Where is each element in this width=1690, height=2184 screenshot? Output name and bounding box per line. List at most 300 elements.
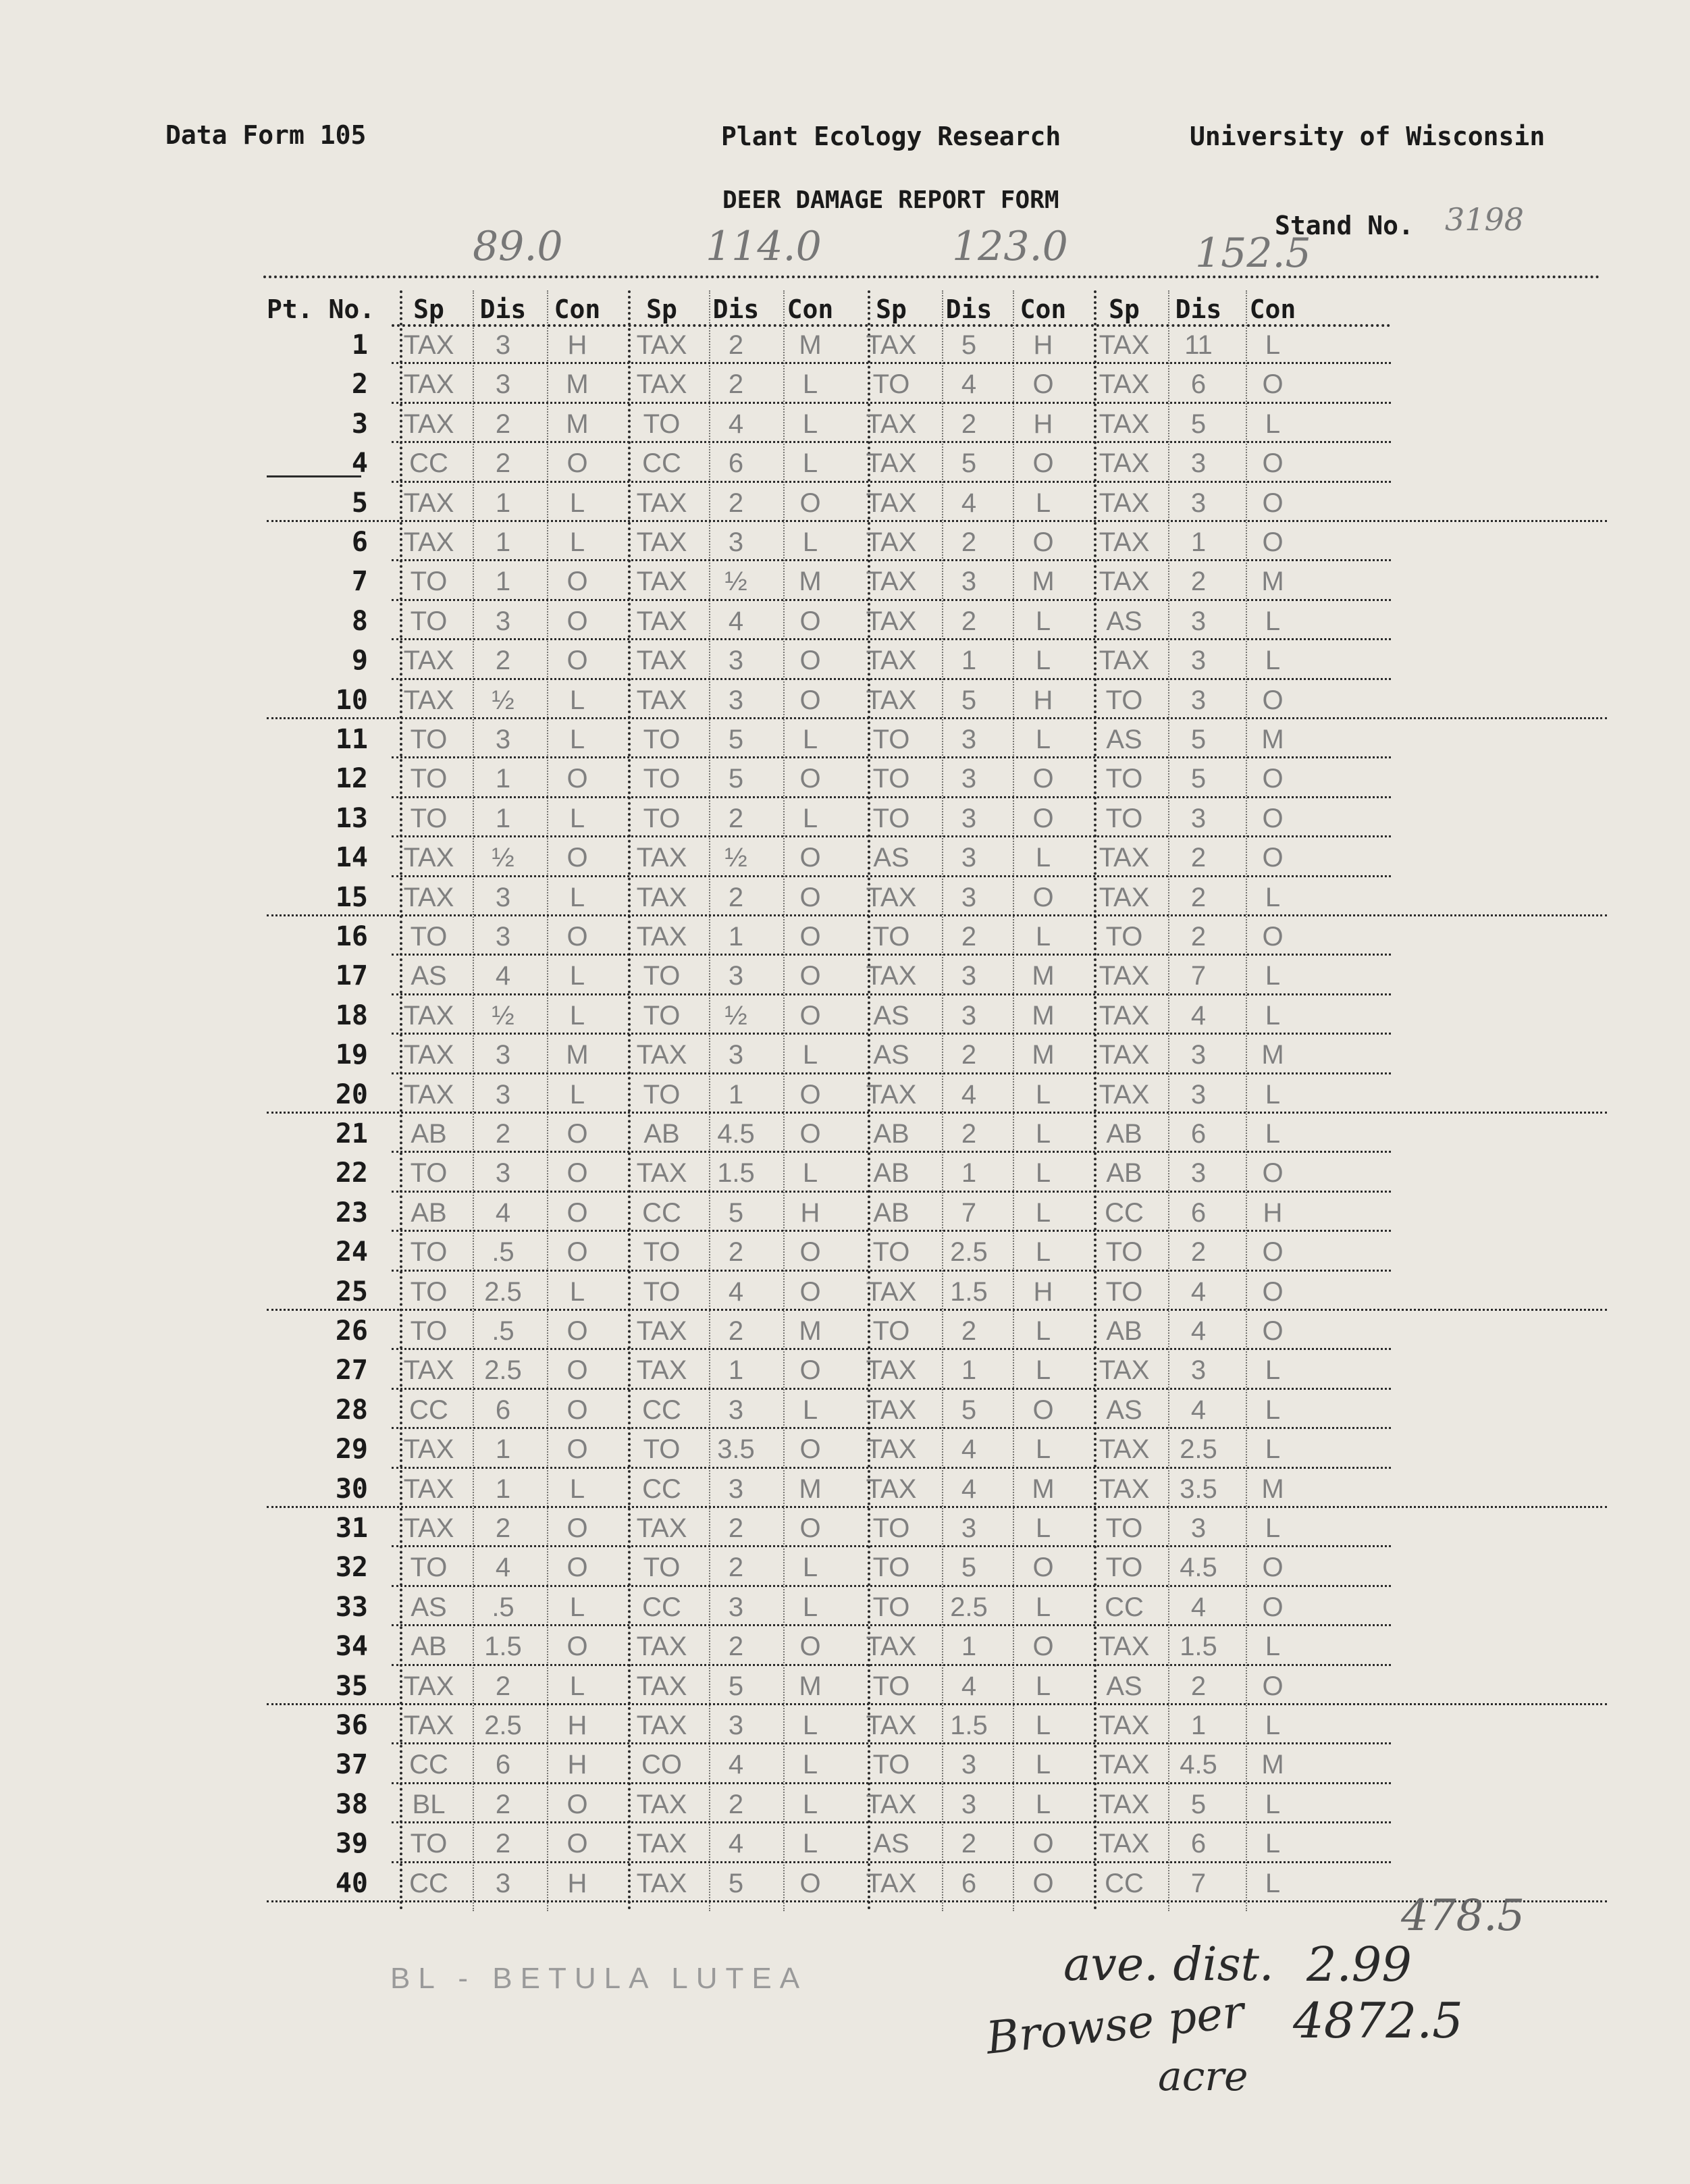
cell-dis: 2 — [961, 1040, 977, 1070]
cell-con: O — [799, 764, 821, 794]
row-4-margin-dash — [267, 475, 361, 477]
cell-sp: TO — [410, 725, 448, 754]
cell-dis: 4 — [1190, 1000, 1207, 1031]
cell-sp: TO — [872, 803, 910, 833]
cell-con: L — [569, 1474, 585, 1504]
cell-con: O — [1032, 1553, 1054, 1583]
cell-con: O — [566, 1158, 588, 1189]
cell-con: M — [566, 1040, 589, 1070]
cell-dis: 5 — [961, 448, 977, 479]
cell-sp: CC — [642, 1395, 681, 1425]
cell-sp: TAX — [403, 1474, 454, 1504]
cell-sp: AS — [873, 1829, 909, 1859]
cell-sp: TAX — [403, 1355, 454, 1386]
cell-sp: TAX — [403, 1040, 454, 1070]
cell-dis: 2 — [961, 409, 977, 439]
cell-con: O — [799, 488, 821, 518]
cell-sp: TO — [872, 764, 910, 794]
cell-sp: TO — [410, 606, 448, 636]
cell-con: O — [1032, 527, 1054, 557]
point-number: 35 — [335, 1670, 368, 1702]
cell-con: O — [1262, 764, 1284, 794]
cell-con: L — [1035, 1355, 1051, 1386]
cell-con: O — [566, 1513, 588, 1543]
cell-dis: 3 — [495, 882, 511, 912]
cell-dis: 2 — [1190, 922, 1207, 952]
cell-dis: 3 — [1190, 488, 1207, 518]
cell-con: L — [802, 369, 818, 400]
cell-sp: TO — [1105, 1237, 1143, 1268]
cell-con: O — [566, 1237, 588, 1268]
cell-sp: TO — [872, 1671, 910, 1701]
cell-sp: AB — [873, 1119, 909, 1149]
cell-con: M — [1032, 961, 1055, 991]
cell-sp: CC — [642, 1592, 681, 1622]
cell-con: L — [802, 1829, 818, 1859]
cell-sp: TAX — [866, 330, 917, 360]
cell-dis: 3 — [961, 803, 977, 833]
point-number: 40 — [335, 1867, 368, 1899]
point-number: 33 — [335, 1591, 368, 1623]
cell-con: H — [1033, 409, 1053, 439]
cell-sp: TAX — [1099, 843, 1150, 873]
cell-con: O — [1032, 882, 1054, 912]
row-rule — [392, 481, 1391, 483]
point-number: 6 — [351, 527, 368, 558]
cell-con: O — [799, 1513, 821, 1543]
cell-con: L — [1265, 330, 1281, 360]
cell-dis: 6 — [495, 1750, 511, 1780]
cell-sp: TAX — [636, 685, 687, 715]
cell-dis: 2 — [1190, 567, 1207, 597]
cell-sp: TO — [410, 1237, 448, 1268]
cell-dis: 1 — [495, 527, 511, 557]
cell-con: O — [566, 1355, 588, 1386]
cell-dis: 2 — [495, 1829, 511, 1859]
row-rule — [392, 1191, 1391, 1193]
cell-con: O — [1262, 1276, 1284, 1307]
cell-sp: TO — [1105, 922, 1143, 952]
row-rule — [392, 1072, 1391, 1074]
cell-sp: AB — [873, 1158, 909, 1189]
cell-con: L — [569, 1276, 585, 1307]
cell-con: H — [800, 1197, 820, 1228]
cell-sp: TAX — [1099, 369, 1150, 400]
cell-dis: 6 — [1190, 1119, 1207, 1149]
cell-con: L — [1265, 1711, 1281, 1740]
cell-con: O — [1262, 488, 1284, 518]
cell-con: L — [1265, 606, 1281, 636]
cell-sp: AS — [873, 1000, 909, 1031]
column-header-con: Con — [1249, 294, 1296, 324]
point-number: 14 — [335, 842, 368, 874]
cell-sp: TAX — [1099, 1789, 1150, 1819]
cell-dis: 5 — [1190, 1789, 1207, 1819]
cell-sp: TAX — [866, 685, 917, 715]
point-number: 26 — [335, 1316, 368, 1347]
cell-con: O — [799, 1276, 821, 1307]
cell-dis: ½ — [492, 843, 514, 873]
cell-dis: 4.5 — [1180, 1553, 1217, 1583]
cell-dis: 2.5 — [484, 1711, 522, 1740]
cell-sp: AS — [1106, 606, 1142, 636]
cell-sp: AS — [1106, 725, 1142, 754]
cell-con: L — [1265, 1395, 1281, 1425]
row-rule — [392, 1467, 1391, 1469]
cell-con: L — [802, 1158, 818, 1189]
point-number: 31 — [335, 1513, 368, 1544]
cell-dis: 1.5 — [950, 1711, 988, 1740]
row-rule — [392, 954, 1391, 956]
cell-sp: TO — [1105, 685, 1143, 715]
cell-sp: AS — [411, 1592, 447, 1622]
cell-con: M — [1032, 567, 1055, 597]
cell-dis: 4 — [728, 1750, 744, 1780]
cell-sp: AB — [411, 1119, 447, 1149]
cell-sp: TAX — [1099, 330, 1150, 360]
row-rule — [392, 1348, 1391, 1350]
cell-con: O — [799, 961, 821, 991]
cell-sp: TAX — [866, 1276, 917, 1307]
row-rule — [392, 362, 1391, 364]
cell-dis: 6 — [495, 1395, 511, 1425]
cell-con: L — [569, 882, 585, 912]
point-number: 18 — [335, 999, 368, 1031]
cell-con: O — [566, 1119, 588, 1149]
cell-sp: CC — [409, 1868, 448, 1898]
cell-con: O — [1032, 803, 1054, 833]
cell-dis: 2 — [728, 882, 744, 912]
cell-dis: ½ — [724, 843, 747, 873]
row-rule — [392, 1782, 1391, 1784]
cell-con: O — [1262, 685, 1284, 715]
cell-con: L — [1035, 1789, 1051, 1819]
cell-con: L — [1265, 1079, 1281, 1110]
browse-label-line2: acre — [1158, 2053, 1248, 2100]
cell-con: M — [799, 1316, 822, 1346]
cell-con: L — [1035, 1671, 1051, 1701]
cell-sp: TAX — [1099, 1474, 1150, 1504]
cell-dis: 2 — [728, 488, 744, 518]
cell-sp: TAX — [636, 1711, 687, 1740]
cell-con: L — [802, 725, 818, 754]
cell-con: L — [1265, 1829, 1281, 1859]
cell-con: L — [569, 685, 585, 715]
cell-sp: TO — [1105, 764, 1143, 794]
cell-dis: 3 — [728, 527, 744, 557]
row-rule — [392, 1270, 1391, 1272]
cell-con: H — [567, 330, 587, 360]
cell-sp: TAX — [1099, 448, 1150, 479]
cell-dis: 3 — [495, 1040, 511, 1070]
row-rule — [392, 1624, 1391, 1626]
cell-sp: TAX — [866, 567, 917, 597]
cell-con: L — [569, 1592, 585, 1622]
cell-dis: 3 — [961, 1000, 977, 1031]
cell-dis: 2 — [728, 803, 744, 833]
cell-sp: CC — [409, 448, 448, 479]
cell-con: L — [802, 409, 818, 439]
cell-sp: TAX — [403, 488, 454, 518]
group-total-1: 89.0 — [473, 223, 563, 270]
cell-con: H — [1033, 330, 1053, 360]
cell-con: O — [1032, 1632, 1054, 1662]
cell-dis: 4 — [495, 961, 511, 991]
cell-con: O — [566, 1316, 588, 1346]
row-rule — [392, 559, 1391, 561]
row-rule — [392, 678, 1391, 680]
cell-dis: 1 — [1190, 1711, 1207, 1740]
cell-sp: TO — [1105, 1276, 1143, 1307]
cell-con: H — [1033, 1276, 1053, 1307]
cell-sp: AB — [411, 1197, 447, 1228]
cell-dis: 3 — [961, 1513, 977, 1543]
cell-sp: TAX — [1099, 488, 1150, 518]
cell-con: O — [799, 882, 821, 912]
cell-dis: 1 — [728, 1355, 744, 1386]
cell-con: O — [799, 1079, 821, 1110]
cell-sp: AS — [873, 1040, 909, 1070]
column-header-con: Con — [1020, 294, 1067, 324]
cell-con: L — [802, 1553, 818, 1583]
cell-con: O — [566, 1434, 588, 1465]
cell-sp: TAX — [866, 961, 917, 991]
group-total-3: 123.0 — [952, 223, 1068, 270]
cell-con: O — [1262, 1592, 1284, 1622]
point-number: 23 — [335, 1197, 368, 1228]
point-number: 22 — [335, 1158, 368, 1189]
cell-sp: TO — [643, 1237, 681, 1268]
cell-dis: 1.5 — [717, 1158, 755, 1189]
group-total-4: 152.5 — [1195, 230, 1311, 277]
cell-con: L — [1035, 1237, 1051, 1268]
cell-dis: 2 — [495, 1789, 511, 1819]
cell-sp: TAX — [403, 1079, 454, 1110]
cell-dis: 3 — [961, 961, 977, 991]
cell-con: M — [799, 1474, 822, 1504]
cell-con: M — [1032, 1040, 1055, 1070]
cell-con: L — [1265, 1355, 1281, 1386]
cell-dis: 4 — [728, 409, 744, 439]
cell-dis: 2 — [728, 1553, 744, 1583]
cell-dis: 2 — [1190, 843, 1207, 873]
cell-sp: TAX — [636, 527, 687, 557]
cell-con: L — [802, 448, 818, 479]
cell-con: L — [1265, 1868, 1281, 1898]
cell-sp: CC — [409, 1395, 448, 1425]
cell-con: O — [799, 922, 821, 952]
cell-con: L — [1035, 1750, 1051, 1780]
cell-sp: TAX — [403, 882, 454, 912]
pt-no-header: Pt. No. — [267, 294, 375, 324]
cell-sp: TO — [872, 1553, 910, 1583]
cell-con: O — [1032, 1868, 1054, 1898]
cell-sp: TAX — [1099, 882, 1150, 912]
cell-con: L — [1265, 1789, 1281, 1819]
cell-con: L — [569, 961, 585, 991]
cell-con: L — [802, 1592, 818, 1622]
cell-con: M — [1261, 1040, 1284, 1070]
cell-dis: 2 — [961, 1119, 977, 1149]
cell-con: L — [1035, 1158, 1051, 1189]
cell-con: L — [1265, 409, 1281, 439]
cell-con: L — [1035, 606, 1051, 636]
cell-con: L — [1035, 1316, 1051, 1346]
cell-con: L — [802, 1395, 818, 1425]
cell-sp: TO — [872, 1750, 910, 1780]
cell-dis: 3 — [961, 1750, 977, 1780]
point-number: 5 — [351, 487, 368, 519]
cell-sp: TAX — [403, 330, 454, 360]
cell-sp: TO — [410, 567, 448, 597]
row-rule — [392, 1821, 1391, 1823]
form-id: Data Form 105 — [165, 120, 367, 150]
cell-sp: TAX — [866, 1474, 917, 1504]
cell-dis: 5 — [728, 1671, 744, 1701]
cell-dis: 3 — [728, 1040, 744, 1070]
cell-con: O — [566, 567, 588, 597]
cell-con: O — [1032, 1829, 1054, 1859]
column-header-sp: Sp — [876, 294, 907, 324]
cell-dis: 7 — [961, 1197, 977, 1228]
cell-dis: 3 — [495, 330, 511, 360]
cell-sp: TO — [410, 764, 448, 794]
cell-con: O — [799, 646, 821, 676]
cell-sp: TAX — [636, 1040, 687, 1070]
browse-value: 4872.5 — [1293, 1992, 1463, 2049]
row-rule — [392, 1545, 1391, 1547]
cell-sp: TAX — [636, 606, 687, 636]
cell-dis: 2 — [961, 1316, 977, 1346]
cell-sp: TAX — [866, 606, 917, 636]
cell-con: L — [1035, 725, 1051, 754]
cell-dis: 1 — [728, 922, 744, 952]
row-rule — [392, 1427, 1391, 1429]
point-number: 20 — [335, 1078, 368, 1110]
cell-sp: AB — [1106, 1119, 1142, 1149]
cell-sp: AS — [411, 961, 447, 991]
cell-con: H — [1033, 685, 1053, 715]
cell-dis: 2 — [961, 606, 977, 636]
cell-sp: TAX — [1099, 1355, 1150, 1386]
cell-dis: .5 — [492, 1592, 514, 1622]
cell-con: O — [799, 685, 821, 715]
cell-dis: 5 — [961, 1395, 977, 1425]
cell-dis: 2 — [961, 922, 977, 952]
cell-sp: TO — [643, 1276, 681, 1307]
cell-dis: 1 — [495, 1474, 511, 1504]
cell-dis: 4.5 — [1180, 1750, 1217, 1780]
cell-sp: TAX — [1099, 961, 1150, 991]
cell-con: L — [1035, 843, 1051, 873]
row-rule — [392, 402, 1391, 404]
point-number: 13 — [335, 802, 368, 834]
cell-sp: TAX — [1099, 1750, 1150, 1780]
cell-dis: 4 — [728, 606, 744, 636]
row-rule — [392, 1585, 1391, 1587]
cell-con: L — [802, 1789, 818, 1819]
cell-dis: 4 — [1190, 1592, 1207, 1622]
row-rule — [392, 1388, 1391, 1390]
cell-con: L — [569, 803, 585, 833]
ave-dist-label: ave. dist. — [1063, 1938, 1274, 1992]
cell-sp: TAX — [1099, 527, 1150, 557]
cell-con: O — [566, 764, 588, 794]
cell-dis: 2 — [728, 330, 744, 360]
cell-con: L — [1265, 1000, 1281, 1031]
point-number: 36 — [335, 1710, 368, 1741]
cell-con: O — [799, 1868, 821, 1898]
row-rule — [392, 756, 1391, 758]
cell-dis: 5 — [728, 725, 744, 754]
cell-dis: 3.5 — [717, 1434, 755, 1465]
cell-dis: .5 — [492, 1316, 514, 1346]
cell-dis: 7 — [1190, 961, 1207, 991]
cell-sp: TAX — [866, 1079, 917, 1110]
cell-dis: 2 — [495, 1671, 511, 1701]
cell-dis: 2 — [495, 409, 511, 439]
cell-con: L — [1035, 1434, 1051, 1465]
cell-dis: 3 — [1190, 685, 1207, 715]
cell-sp: TO — [643, 1434, 681, 1465]
cell-con: L — [802, 1750, 818, 1780]
cell-con: L — [1035, 1711, 1051, 1740]
cell-con: L — [1265, 1513, 1281, 1543]
cell-dis: 4 — [961, 369, 977, 400]
cell-sp: TAX — [636, 882, 687, 912]
cell-dis: 2 — [728, 369, 744, 400]
cell-con: O — [1262, 1671, 1284, 1701]
column-header-sp: Sp — [646, 294, 677, 324]
cell-sp: TAX — [636, 488, 687, 518]
cell-dis: 3 — [1190, 448, 1207, 479]
cell-con: O — [566, 843, 588, 873]
cell-con: L — [569, 1671, 585, 1701]
cell-con: O — [799, 843, 821, 873]
cell-sp: TO — [643, 764, 681, 794]
cell-dis: 3 — [961, 1789, 977, 1819]
cell-sp: TO — [410, 1276, 448, 1307]
cell-con: H — [1263, 1197, 1283, 1228]
row-rule — [392, 796, 1391, 798]
cell-sp: TAX — [866, 646, 917, 676]
cell-sp: TAX — [636, 1158, 687, 1189]
cell-con: L — [802, 1040, 818, 1070]
cell-dis: 1 — [495, 764, 511, 794]
cell-sp: TO — [410, 1316, 448, 1346]
cell-con: O — [799, 606, 821, 636]
cell-con: L — [1265, 961, 1281, 991]
cell-con: L — [1265, 882, 1281, 912]
cell-sp: TAX — [1099, 409, 1150, 439]
cell-con: L — [802, 803, 818, 833]
cell-dis: 5 — [1190, 725, 1207, 754]
cell-con: L — [1035, 1119, 1051, 1149]
cell-sp: TO — [872, 922, 910, 952]
cell-dis: 5 — [1190, 764, 1207, 794]
cell-dis: 3 — [1190, 803, 1207, 833]
cell-dis: 11 — [1184, 330, 1213, 360]
point-number: 15 — [335, 881, 368, 913]
cell-dis: 3 — [495, 1868, 511, 1898]
row-rule — [267, 1703, 1607, 1705]
cell-sp: TAX — [403, 1671, 454, 1701]
point-number: 21 — [335, 1118, 368, 1149]
cell-sp: TAX — [403, 1711, 454, 1740]
cell-sp: TAX — [636, 1355, 687, 1386]
cell-sp: TAX — [403, 369, 454, 400]
cell-con: O — [1262, 527, 1284, 557]
